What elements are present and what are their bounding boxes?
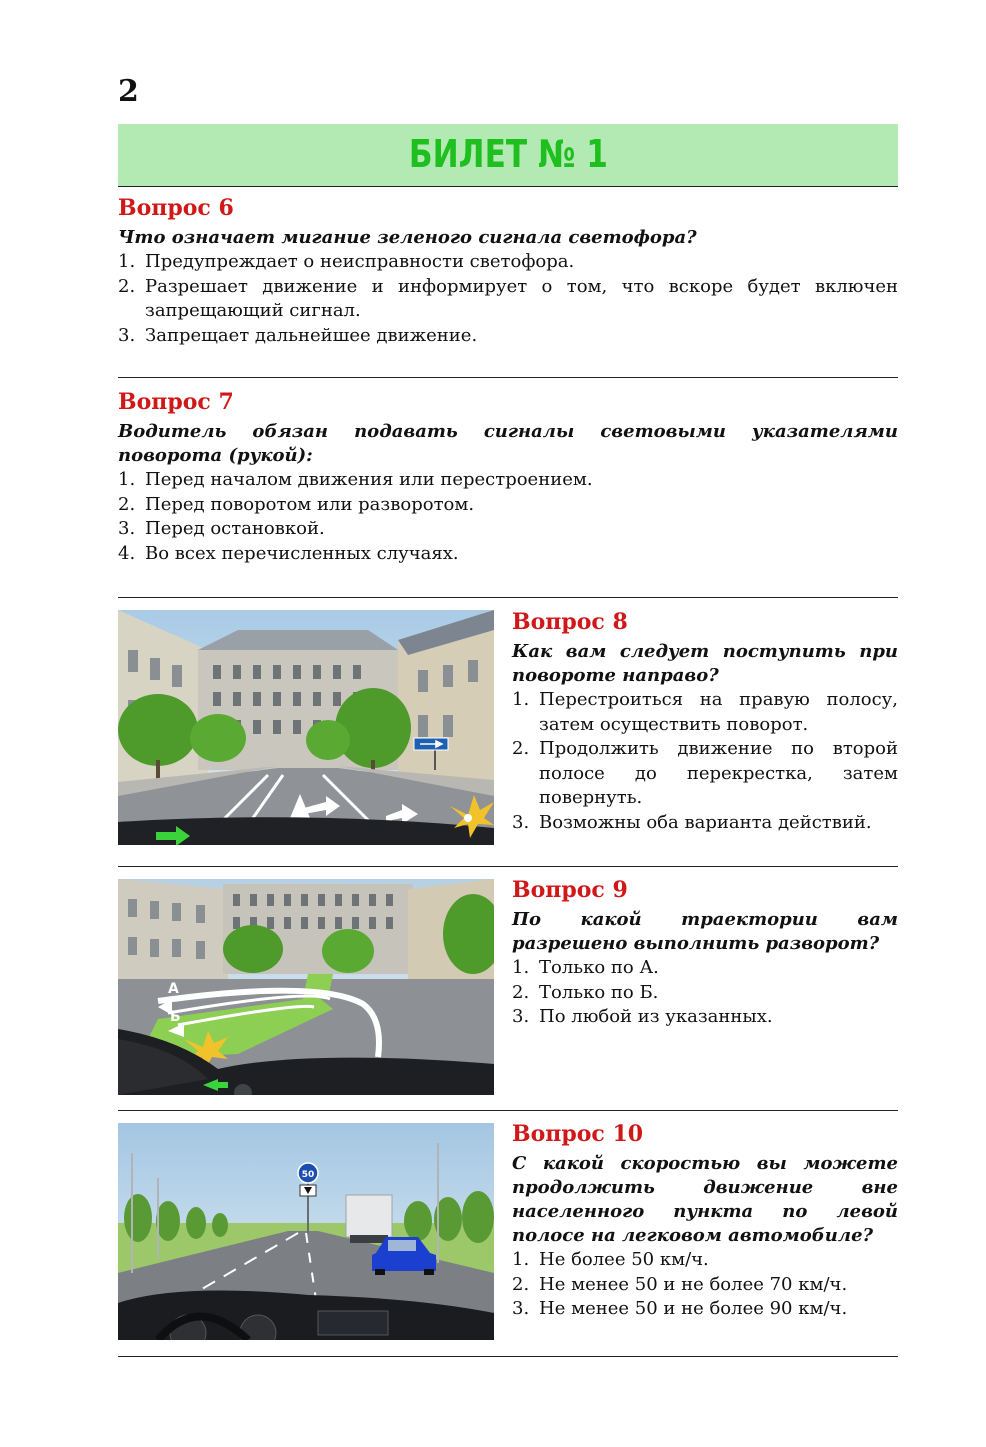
divider: [118, 377, 898, 378]
question-text: Как вам следует поступить при повороте направо?: [512, 641, 898, 686]
answer-item: 3. Не менее 50 и не более 90 км/ч.: [512, 1298, 848, 1319]
question-title: Вопрос 6: [118, 195, 234, 221]
divider: [118, 1356, 898, 1357]
answer-list: [512, 956, 898, 1030]
answer-item: 3. Запрещает дальнейшее движение.: [118, 324, 478, 346]
answer-list: [118, 468, 898, 566]
ticket-header: [118, 124, 898, 187]
divider: [118, 1110, 898, 1111]
answer-item: 1. Перед началом движения или перестроением.: [118, 469, 593, 490]
question-title: Вопрос 10: [512, 1121, 644, 1147]
speed-sign-value: 50: [301, 1170, 315, 1180]
question-8-illustration: [118, 610, 494, 845]
answer-item: 3. Возможны оба варианта действий.: [512, 811, 872, 833]
divider: [118, 866, 898, 867]
answer-item: 1. Только по А.: [512, 957, 659, 978]
answer-item: 1. Перестроиться на правую полосу, затем осуществить поворот.: [512, 689, 898, 735]
question-text: По какой траектории вам разрешено выполнить разворот?: [512, 909, 898, 954]
question-6: [118, 194, 898, 348]
question-10: [512, 1120, 898, 1322]
question-8: [512, 608, 898, 835]
answer-item: 4. Во всех перечисленных случаях.: [118, 542, 459, 564]
answer-list: [118, 250, 898, 348]
answer-list: [512, 688, 898, 835]
answer-item: 3. По любой из указанных.: [512, 1006, 773, 1027]
question-9-illustration: [118, 879, 494, 1095]
question-title: Вопрос 7: [118, 389, 234, 415]
divider: [118, 597, 898, 598]
question-title: Вопрос 9: [512, 877, 628, 903]
answer-list: [512, 1248, 898, 1322]
answer-item: 2. Перед поворотом или разворотом.: [118, 493, 475, 515]
question-9: [512, 876, 898, 1030]
route-label-b: Б: [170, 1009, 181, 1025]
question-7: [118, 388, 898, 566]
ticket-title: БИЛЕТ № 1: [408, 132, 608, 176]
route-label-a: А: [168, 981, 179, 997]
answer-item: 2. Продолжить движение по второй полосе до перекрестка, затем повернуть.: [512, 738, 898, 808]
answer-item: 2. Разрешает движение и информирует о том, что вскоре будет включен запрещающий сигнал.: [118, 275, 898, 321]
question-title: Вопрос 8: [512, 609, 628, 635]
question-text: Водитель обязан подавать сигналы световыми указателями поворота (рукой):: [118, 421, 898, 466]
answer-item: 1. Не более 50 км/ч.: [512, 1249, 709, 1270]
answer-item: 1. Предупреждает о неисправности светофора.: [118, 251, 575, 272]
answer-item: 2. Только по Б.: [512, 981, 659, 1003]
answer-item: 2. Не менее 50 и не более 70 км/ч.: [512, 1273, 848, 1295]
question-text: С какой скоростью вы можете продолжить движение вне населенного пункта по левой полосе на легковом автомобиле?: [512, 1153, 898, 1246]
question-10-illustration: [118, 1123, 494, 1340]
page-number: 2: [118, 74, 139, 109]
answer-item: 3. Перед остановкой.: [118, 518, 325, 539]
question-text: Что означает мигание зеленого сигнала светофора?: [118, 227, 697, 248]
